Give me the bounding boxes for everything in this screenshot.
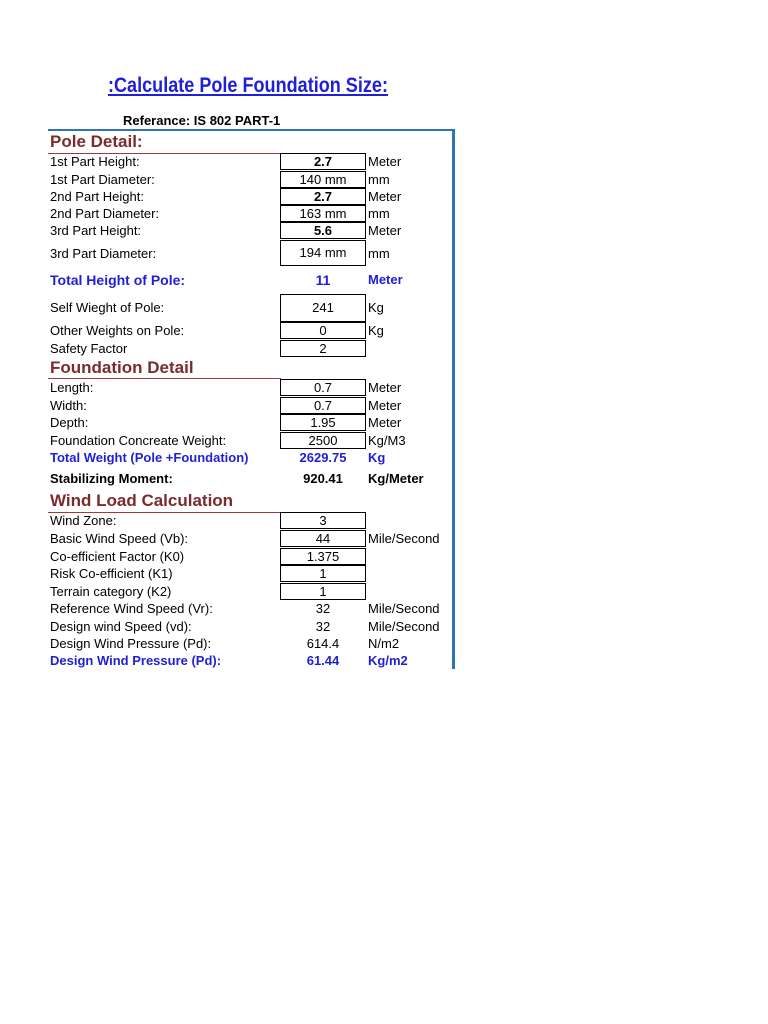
unit-label: mm <box>368 206 390 221</box>
page-title: :Calculate Pole Foundation Size: <box>108 74 388 97</box>
foundation-detail-rule <box>48 378 281 379</box>
row-label: Risk Co-efficient (K1) <box>50 566 173 581</box>
row-label: Total Height of Pole: <box>50 272 186 288</box>
value-cell[interactable]: 2.7 <box>280 153 366 170</box>
unit-label: Mile/Second <box>368 619 440 634</box>
unit-label: Kg/Meter <box>368 471 424 486</box>
row-label: 3rd Part Diameter: <box>50 246 157 261</box>
top-border <box>48 129 455 131</box>
value-cell[interactable]: 2500 <box>280 432 366 449</box>
value-cell[interactable]: 1.375 <box>280 548 366 565</box>
row-label: Width: <box>50 398 87 413</box>
value-cell[interactable]: 241 <box>280 294 366 322</box>
value-cell: 32 <box>315 601 331 616</box>
unit-label: Kg <box>368 323 384 338</box>
row-label: Depth: <box>50 415 89 430</box>
value-cell[interactable]: 5.6 <box>280 222 366 239</box>
unit-label: Meter <box>368 380 402 395</box>
value-cell[interactable]: 2 <box>280 340 366 357</box>
unit-label: mm <box>368 172 390 187</box>
pole-detail-heading: Pole Detail: <box>50 132 143 151</box>
row-label: Reference Wind Speed (Vr): <box>50 601 213 616</box>
row-label: Safety Factor <box>50 341 128 356</box>
unit-label: Meter <box>368 272 403 287</box>
unit-label: Meter <box>368 154 402 169</box>
row-label: Design wind Speed (vd): <box>50 619 192 634</box>
unit-label: Meter <box>368 223 402 238</box>
right-border <box>452 129 455 669</box>
row-label: 1st Part Diameter: <box>50 172 155 187</box>
row-label: Basic Wind Speed (Vb): <box>50 531 189 546</box>
row-label: Foundation Concreate Weight: <box>50 433 227 448</box>
value-cell[interactable]: 0.7 <box>280 397 366 414</box>
unit-label: Mile/Second <box>368 601 440 616</box>
row-label: 2nd Part Diameter: <box>50 206 160 221</box>
value-cell[interactable]: 1.95 <box>280 414 366 431</box>
value-cell[interactable]: 2.7 <box>280 188 366 205</box>
value-cell[interactable]: 3 <box>280 512 366 529</box>
row-label: Terrain category (K2) <box>50 584 172 599</box>
row-label: Design Wind Pressure (Pd): <box>50 653 222 668</box>
value-cell: 11 <box>315 272 331 288</box>
unit-label: Kg/M3 <box>368 433 406 448</box>
unit-label: mm <box>368 246 390 261</box>
unit-label: Kg <box>368 300 384 315</box>
value-cell[interactable]: 44 <box>280 530 366 547</box>
value-cell: 61.44 <box>306 653 340 668</box>
value-cell: 920.41 <box>303 471 343 486</box>
unit-label: Meter <box>368 398 402 413</box>
value-cell: 2629.75 <box>299 450 347 465</box>
value-cell[interactable]: 1 <box>280 583 366 600</box>
row-label: 3rd Part Height: <box>50 223 142 238</box>
unit-label: N/m2 <box>368 636 400 651</box>
wind-load-heading: Wind Load Calculation <box>50 491 234 510</box>
value-cell[interactable]: 163 mm <box>280 205 366 222</box>
row-label: Total Weight (Pole +Foundation) <box>50 450 249 465</box>
unit-label: Mile/Second <box>368 531 440 546</box>
unit-label: Kg <box>368 450 386 465</box>
foundation-detail-heading: Foundation Detail <box>50 358 194 377</box>
row-label: Stabilizing Moment: <box>50 471 173 486</box>
reference-label: Referance: IS 802 PART-1 <box>123 113 281 128</box>
row-label: Design Wind Pressure (Pd): <box>50 636 212 651</box>
value-cell[interactable]: 1 <box>280 565 366 582</box>
row-label: Wind Zone: <box>50 513 117 528</box>
unit-label: Meter <box>368 415 402 430</box>
row-label: Length: <box>50 380 94 395</box>
row-label: Co-efficient Factor (K0) <box>50 549 185 564</box>
row-label: 2nd Part Height: <box>50 189 144 204</box>
value-cell[interactable]: 0 <box>280 322 366 339</box>
unit-label: Kg/m2 <box>368 653 408 668</box>
unit-label: Meter <box>368 189 402 204</box>
row-label: Other Weights on Pole: <box>50 323 185 338</box>
value-cell[interactable]: 140 mm <box>280 171 366 188</box>
value-cell: 32 <box>315 619 331 634</box>
row-label: 1st Part Height: <box>50 154 140 169</box>
row-label: Self Wieght of Pole: <box>50 300 165 315</box>
value-cell: 614.4 <box>306 636 340 651</box>
value-cell[interactable]: 194 mm <box>280 240 366 266</box>
value-cell[interactable]: 0.7 <box>280 379 366 396</box>
